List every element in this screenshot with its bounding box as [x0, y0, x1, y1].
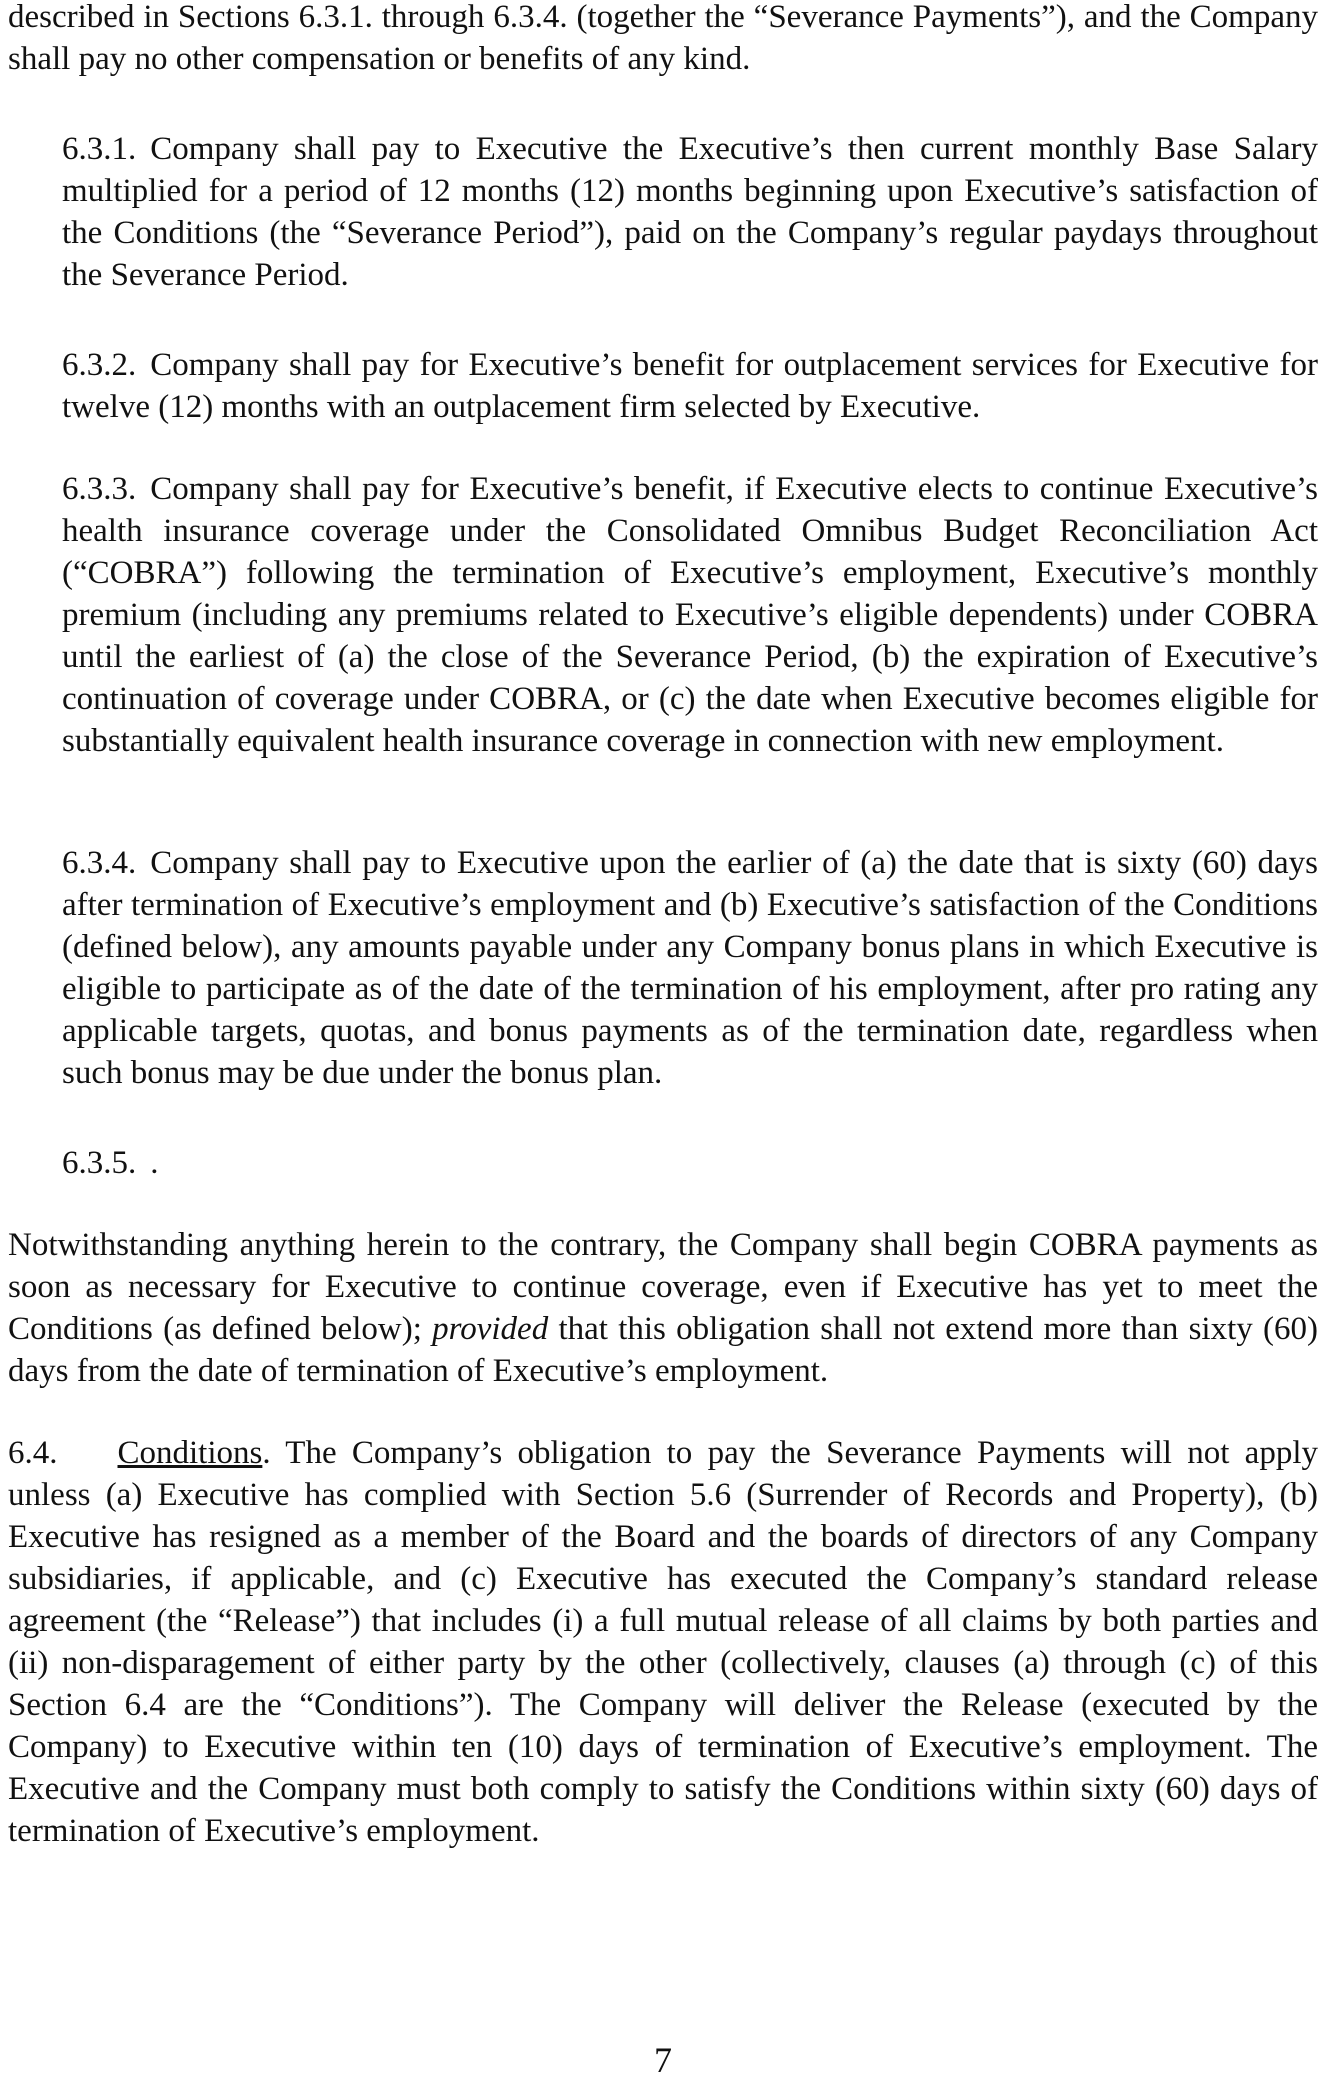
intro-text: described in Sections 6.3.1. through 6.3.4. (together the “Severance Payments”), and the Company shall pay no other compensation or benefits of any kind.: [8, 0, 1318, 77]
section-6-4: [8, 1432, 1318, 1852]
notwithstanding-text-after: that this obligation shall not extend more than sixty (60) days from the date of termination of Executive’s employment.: [8, 1311, 1319, 1389]
section-6-3-1: [62, 128, 1318, 296]
section-text: .: [150, 1145, 159, 1181]
provided-italic: provided: [432, 1311, 549, 1347]
section-text: Company shall pay to Executive upon the earlier of (a) the date that is sixty (60) days after termination of Executive’s employment and (b) Executive’s satisfaction of the Conditions (defined below), any amounts payable under any Company bonus plans in which Executive is eligible to participate as of the date of the termination of his employment, after pro rating any applicable targets, quotas, and bonus payments as of the termination date, regardless when such bonus may be due under the bonus plan.: [62, 845, 1318, 1091]
section-6-3-2: [62, 344, 1318, 428]
section-6-3-4: [62, 842, 1318, 1094]
section-text: Company shall pay for Executive’s benefit, if Executive elects to continue Executive’s health insurance coverage under the Consolidated Omnibus Budget Reconciliation Act (“COBRA”) following the termination of Executive’s employment, Executive’s monthly premium (including any premiums related to Executive’s eligible dependents) under COBRA until the earliest of (a) the close of the Severance Period, (b) the expiration of Executive’s continuation of coverage under COBRA, or (c) the date when Executive becomes eligible for substantially equivalent health insurance coverage in connection with new employment.: [62, 471, 1318, 759]
section-number: 6.3.2.: [62, 347, 137, 383]
notwithstanding-paragraph: [8, 1224, 1318, 1392]
section-text: . The Company’s obligation to pay the Severance Payments will not apply unless (a) Executive has complied with Section 5.6 (Surrender of Records and Property), (b) Executive has resigned as a member of the Board and the boards of directors of any Company subsidiaries, if applicable, and (c) Executive has executed the Company’s standard release agreement (the “Release”) that includes (i) a full mutual release of all claims by both parties and (ii) non-disparagement of either party by the other (collectively, clauses (a) through (c) of this Section 6.4 are the “Conditions”). The Company will deliver the Release (executed by the Company) to Executive within ten (10) days of termination of Executive’s employment. The Executive and the Company must both comply to satisfy the Conditions within sixty (60) days of termination of Executive’s employment.: [8, 1435, 1318, 1849]
intro-paragraph: [8, 0, 1318, 80]
section-text: Company shall pay for Executive’s benefit for outplacement services for Executive for twelve (12) months with an outplacement firm selected by Executive.: [62, 347, 1318, 425]
section-6-3-3: [62, 468, 1318, 762]
section-number: 6.3.3.: [62, 471, 137, 507]
section-text: Company shall pay to Executive the Executive’s then current monthly Base Salary multiplied for a period of 12 months (12) months beginning upon Executive’s satisfaction of the Conditions (the “Severance Period”), paid on the Company’s regular paydays throughout the Severance Period.: [62, 131, 1318, 293]
notwithstanding-text-before: Notwithstanding anything herein to the contrary, the Company shall begin COBRA payments as soon as necessary for Executive to continue coverage, even if Executive has yet to meet the Conditions (as defined below);: [8, 1227, 1318, 1347]
section-number: 6.3.5.: [62, 1145, 137, 1181]
section-number: 6.4.: [8, 1435, 58, 1471]
section-number: 6.3.1.: [62, 131, 137, 167]
section-6-3-5: [62, 1142, 1318, 1184]
section-heading: Conditions: [117, 1435, 263, 1471]
section-number: 6.3.4.: [62, 845, 137, 881]
page-number: 7: [654, 2040, 672, 2080]
